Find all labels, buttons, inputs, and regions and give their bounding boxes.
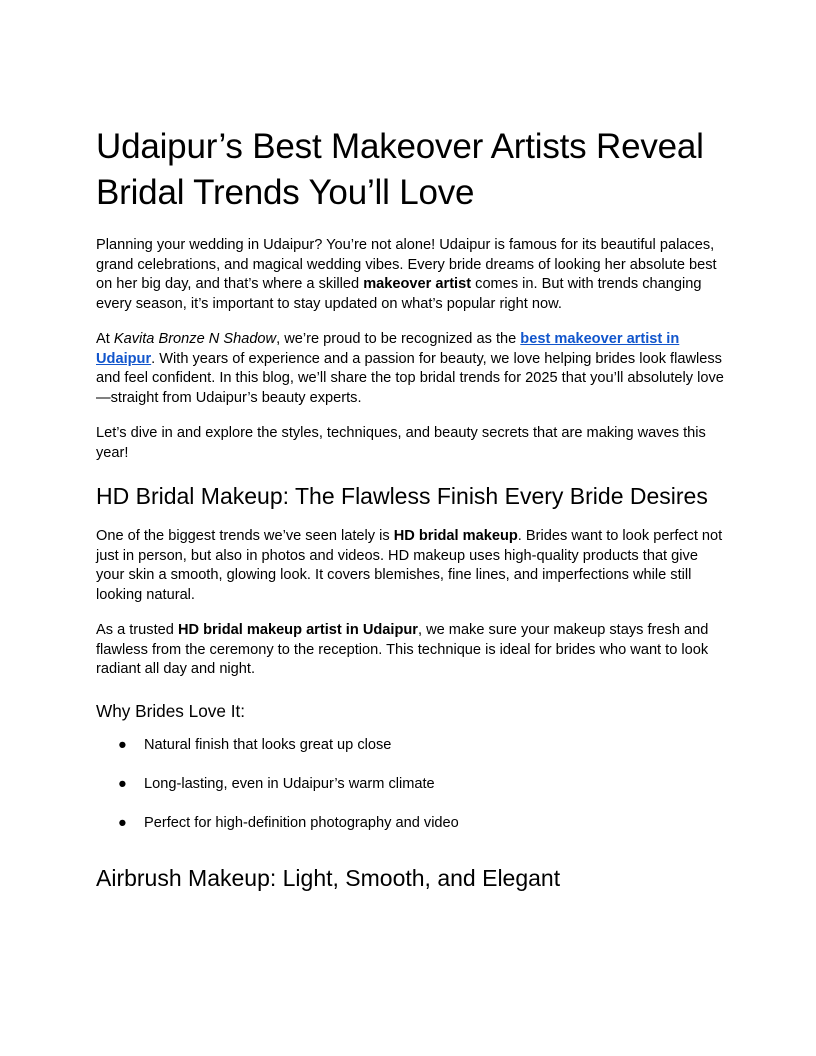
brand-name: Kavita Bronze N Shadow [113, 331, 277, 347]
list-item [96, 775, 724, 795]
subheading-why-brides: Why Brides Love It: [96, 700, 246, 721]
list-item [96, 814, 724, 834]
hd-paragraph-1 [96, 527, 724, 605]
bullet-icon: ● [118, 736, 127, 753]
intro-p2-text-middle: , we’re proud to be recognized as the [276, 331, 521, 347]
intro-paragraph-3: Let’s dive in and explore the styles, techniques, and beauty secrets that are making waves this year! [96, 425, 706, 461]
document-title: Udaipur’s Best Makeover Artists Reveal Bridal Trends You’ll Love [96, 127, 704, 212]
hd-p2-bold: HD bridal makeup artist in Udaipur [177, 622, 418, 638]
intro-paragraph-1 [96, 236, 724, 314]
list-item-text: Natural finish that looks great up close [144, 736, 392, 753]
intro-p1-text-end: comes in. But with trends changing every season, it’s important to stay updated on what’s popular right now. [96, 276, 702, 312]
hd-p2-text: As a trusted [96, 622, 178, 638]
list-item [96, 736, 724, 756]
best-makeover-artist-link[interactable]: best makeover artist in Udaipur [96, 331, 680, 367]
document-page [96, 124, 724, 909]
bullet-icon: ● [118, 814, 127, 831]
intro-p1-bold: makeover artist [363, 276, 472, 292]
hd-p1-text-end: . Brides want to look perfect not just in person, but also in photos and videos. HD makeup uses high-quality products that give your skin a smooth, glowing look. It covers blemishes, fine lines, and imperfections while still looking natural. [96, 528, 723, 603]
intro-paragraph-2 [96, 330, 724, 408]
hd-paragraph-2 [96, 621, 724, 680]
intro-p2-text-end: . With years of experience and a passion for beauty, we love helping brides look flawless and feel confident. In this blog, we’ll share the top bridal trends for 2025 that you’ll absolutely love—straight from Udaipur’s beauty experts. [96, 350, 724, 406]
intro-p2-text: At [96, 331, 114, 347]
hd-p1-text: One of the biggest trends we’ve seen lately is [96, 528, 394, 544]
bullet-icon: ● [118, 775, 127, 792]
section-heading-hd-bridal: HD Bridal Makeup: The Flawless Finish Every Bride Desires [96, 483, 708, 509]
section-heading-airbrush: Airbrush Makeup: Light, Smooth, and Elegant [96, 865, 561, 891]
hd-p2-text-end: , we make sure your makeup stays fresh and flawless from the ceremony to the reception. This technique is ideal for brides who want to look radiant all day and night. [96, 622, 709, 677]
intro-p1-text: Planning your wedding in Udaipur? You’re not alone! Udaipur is famous for its beautiful palaces, grand celebrations, and magical wedding vibes. Every bride dreams of looking her absolute best on her big day, and that’s where a skilled [96, 237, 717, 292]
list-item-text: Long-lasting, even in Udaipur’s warm climate [144, 775, 435, 792]
benefits-list [96, 736, 724, 834]
hd-p1-bold: HD bridal makeup [393, 528, 518, 544]
list-item-text: Perfect for high-definition photography and video [144, 814, 459, 831]
